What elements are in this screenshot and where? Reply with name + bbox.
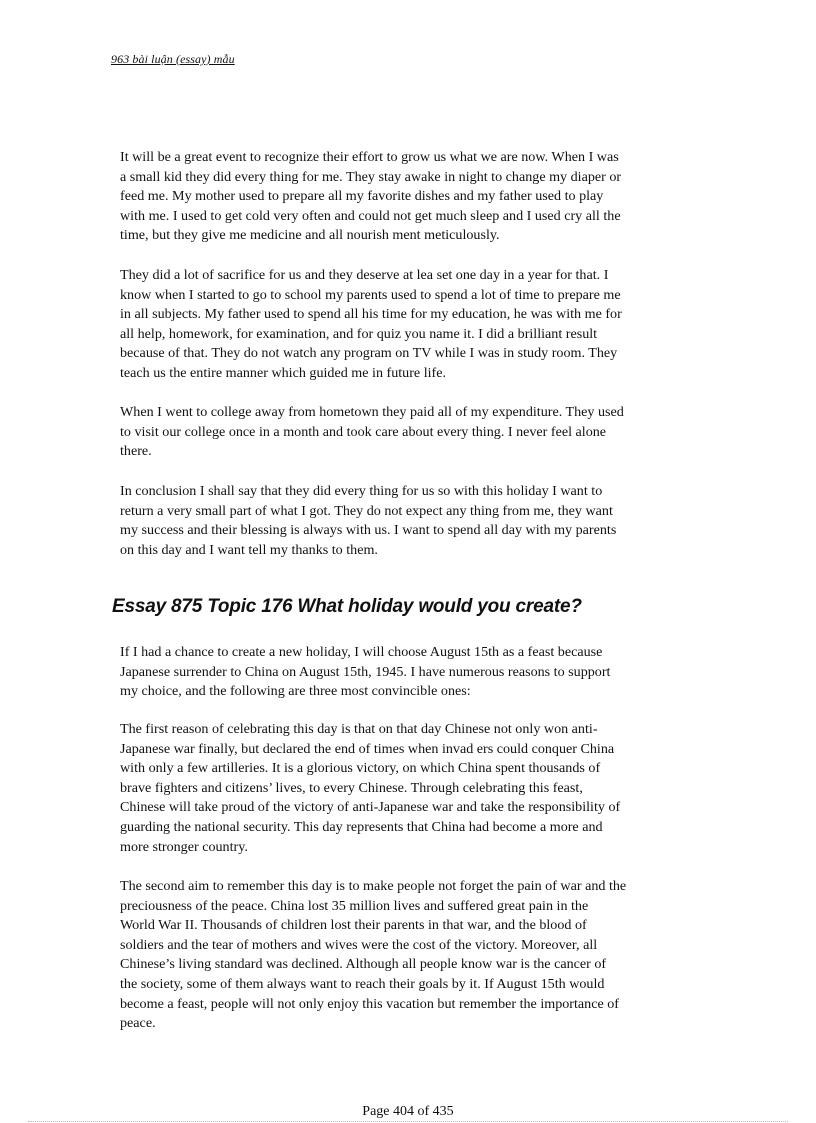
essay-paragraph-1: If I had a chance to create a new holiday, I will choose August 15th as a feast because Japanese surrender to China on August 15th, 1945. I have numerous reasons to support my choice, and the following are three most convincible ones: bbox=[120, 644, 611, 700]
essay-paragraph-3: The second aim to remember this day is to make people not forget the pain of war and the preciousness of the peace. China lost 35 million lives and suffered great pain in the World War II. Thousands of children lost their parents in that war, and the blood of soldiers and the tear of mothers and wives were the cost of the victory. Moreover, all Chinese’s living standard was declined. Although all people know war is the cancer of the society, some of them always want to reach their goals by it. If August 15th would become a feast, people will not only enjoy this vacation but remember the importance of peace. bbox=[120, 878, 627, 1032]
body-paragraph-2: They did a lot of sacrifice for us and they deserve at lea set one day in a year for that. I know when I started to go to school my parents used to spend a lot of time to prepare me in all subjects. My father used to spend all his time for my education, he was with me for all help, homework, for examination, and for quiz you name it. I did a brilliant result because of that. They do not watch any program on TV while I was in study room. They teach us the entire manner which guided me in future life. bbox=[120, 267, 622, 381]
body-paragraph-3: When I went to college away from hometown they paid all of my expenditure. They used to visit our college once in a month and took care about every thing. I never feel alone there. bbox=[120, 404, 624, 460]
footer-divider bbox=[28, 1121, 788, 1122]
body-paragraph-4: In conclusion I shall say that they did every thing for us so with this holiday I want to return a very small part of what I got. They do not expect any thing from me, they want my success and their blessing is always with us. I want to spend all day with my parents on this day and I want tell my thanks to them. bbox=[120, 483, 617, 558]
essay-paragraph-2: The first reason of celebrating this day is that on that day Chinese not only won anti- Japanese war finally, but declared the end of times when invad ers could conquer China with only a few artilleries. It is a glorious victory, on which China spent thousands of brave fighters and citizens’ lives, to every Chinese. Through celebrating this feast, Chinese will take proud of the victory of anti-Japanese war and take the responsibility of guarding the national security. This day represents that China had become a more and more stronger country. bbox=[120, 721, 621, 855]
page-number: Page 404 of 435 bbox=[362, 1104, 454, 1119]
body-paragraph-1: It will be a great event to recognize their effort to grow us what we are now. When I was a small kid they did every thing for me. They stay awake in night to change my diaper or feed me. My mother used to prepare all my favorite dishes and my father used to play with me. I used to get cold very often and could not get much sleep and I used cry all the time, but they give me medicine and all nourish ment meticulously. bbox=[120, 149, 622, 244]
running-header: 963 bài luận (essay) mẫu bbox=[111, 52, 235, 66]
essay-title: Essay 875 Topic 176 What holiday would you create? bbox=[112, 596, 582, 617]
